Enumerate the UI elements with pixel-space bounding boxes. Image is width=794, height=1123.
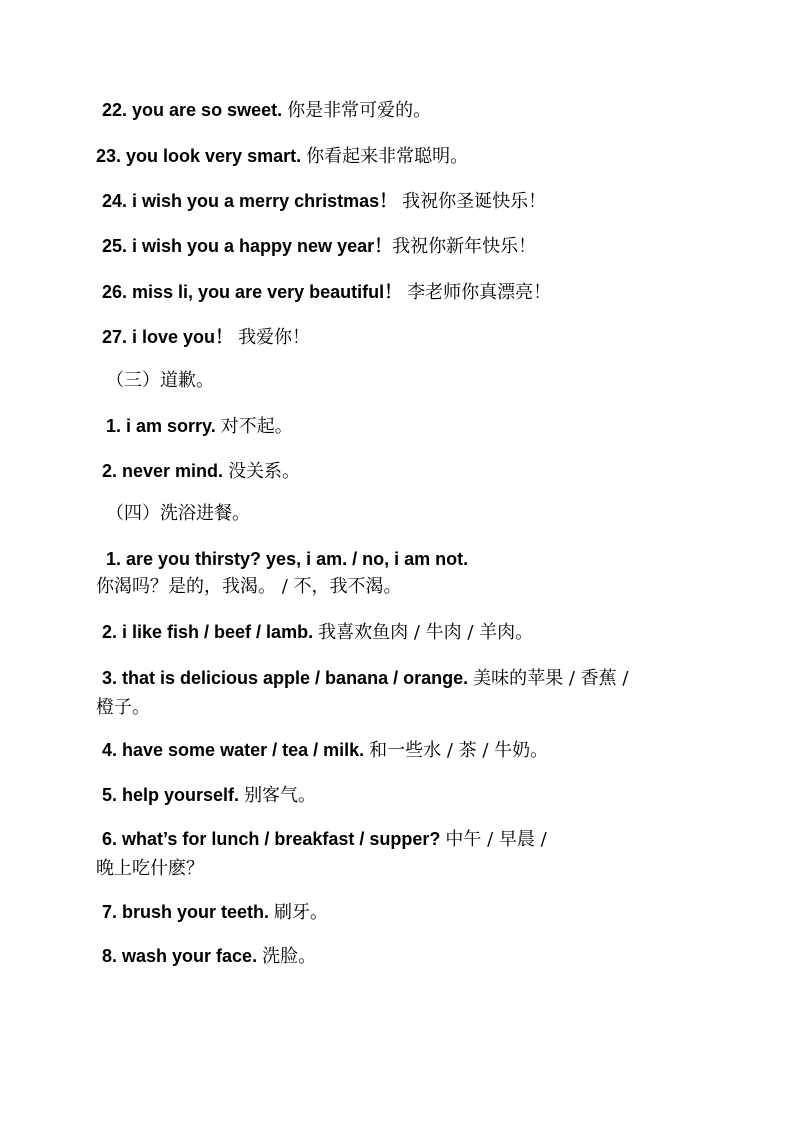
section-heading: （四）洗浴进餐。 <box>106 503 250 524</box>
phrase-line: 24. i wish you a merry christmas！ 我祝你圣诞快乐！ <box>102 191 547 212</box>
phrase-line: 2. i like fish / beef / lamb. 我喜欢鱼肉 / 牛肉 / 羊肉。 <box>102 622 534 643</box>
phrase-line: 1. i am sorry. 对不起。 <box>106 416 293 437</box>
phrase-line: 1. are you thirsty? yes, i am. / no, i am not. <box>106 549 469 569</box>
phrase-line: 2. never mind. 没关系。 <box>102 461 301 482</box>
phrase-translation: 你渴吗？是的，我渴。 / 不，我不渴。 <box>96 576 402 597</box>
phrase-translation: 晚上吃什麽？ <box>96 858 204 879</box>
phrase-line: 8. wash your face. 洗脸。 <box>102 946 317 967</box>
phrase-line: 25. i wish you a happy new year！我祝你新年快乐！ <box>102 236 537 257</box>
phrase-line: 6. what’s for lunch / breakfast / supper? 中午 / 早晨 / <box>102 829 547 850</box>
phrase-line: 23. you look very smart. 你看起来非常聪明。 <box>96 146 469 167</box>
phrase-line: 5. help yourself. 别客气。 <box>102 785 317 806</box>
phrase-line: 26. miss li, you are very beautiful！ 李老师你真漂亮！ <box>102 282 552 303</box>
phrase-translation: 橙子。 <box>96 697 150 718</box>
phrase-line: 22. you are so sweet. 你是非常可爱的。 <box>102 100 432 121</box>
phrase-line: 27. i love you！ 我爱你！ <box>102 327 311 348</box>
phrase-line: 4. have some water / tea / milk. 和一些水 / 茶 / 牛奶。 <box>102 740 549 761</box>
section-heading: （三）道歉。 <box>106 370 214 391</box>
phrase-line: 7. brush your teeth. 刷牙。 <box>102 902 329 923</box>
phrase-line: 3. that is delicious apple / banana / orange. 美味的苹果 / 香蕉 / <box>102 668 629 689</box>
